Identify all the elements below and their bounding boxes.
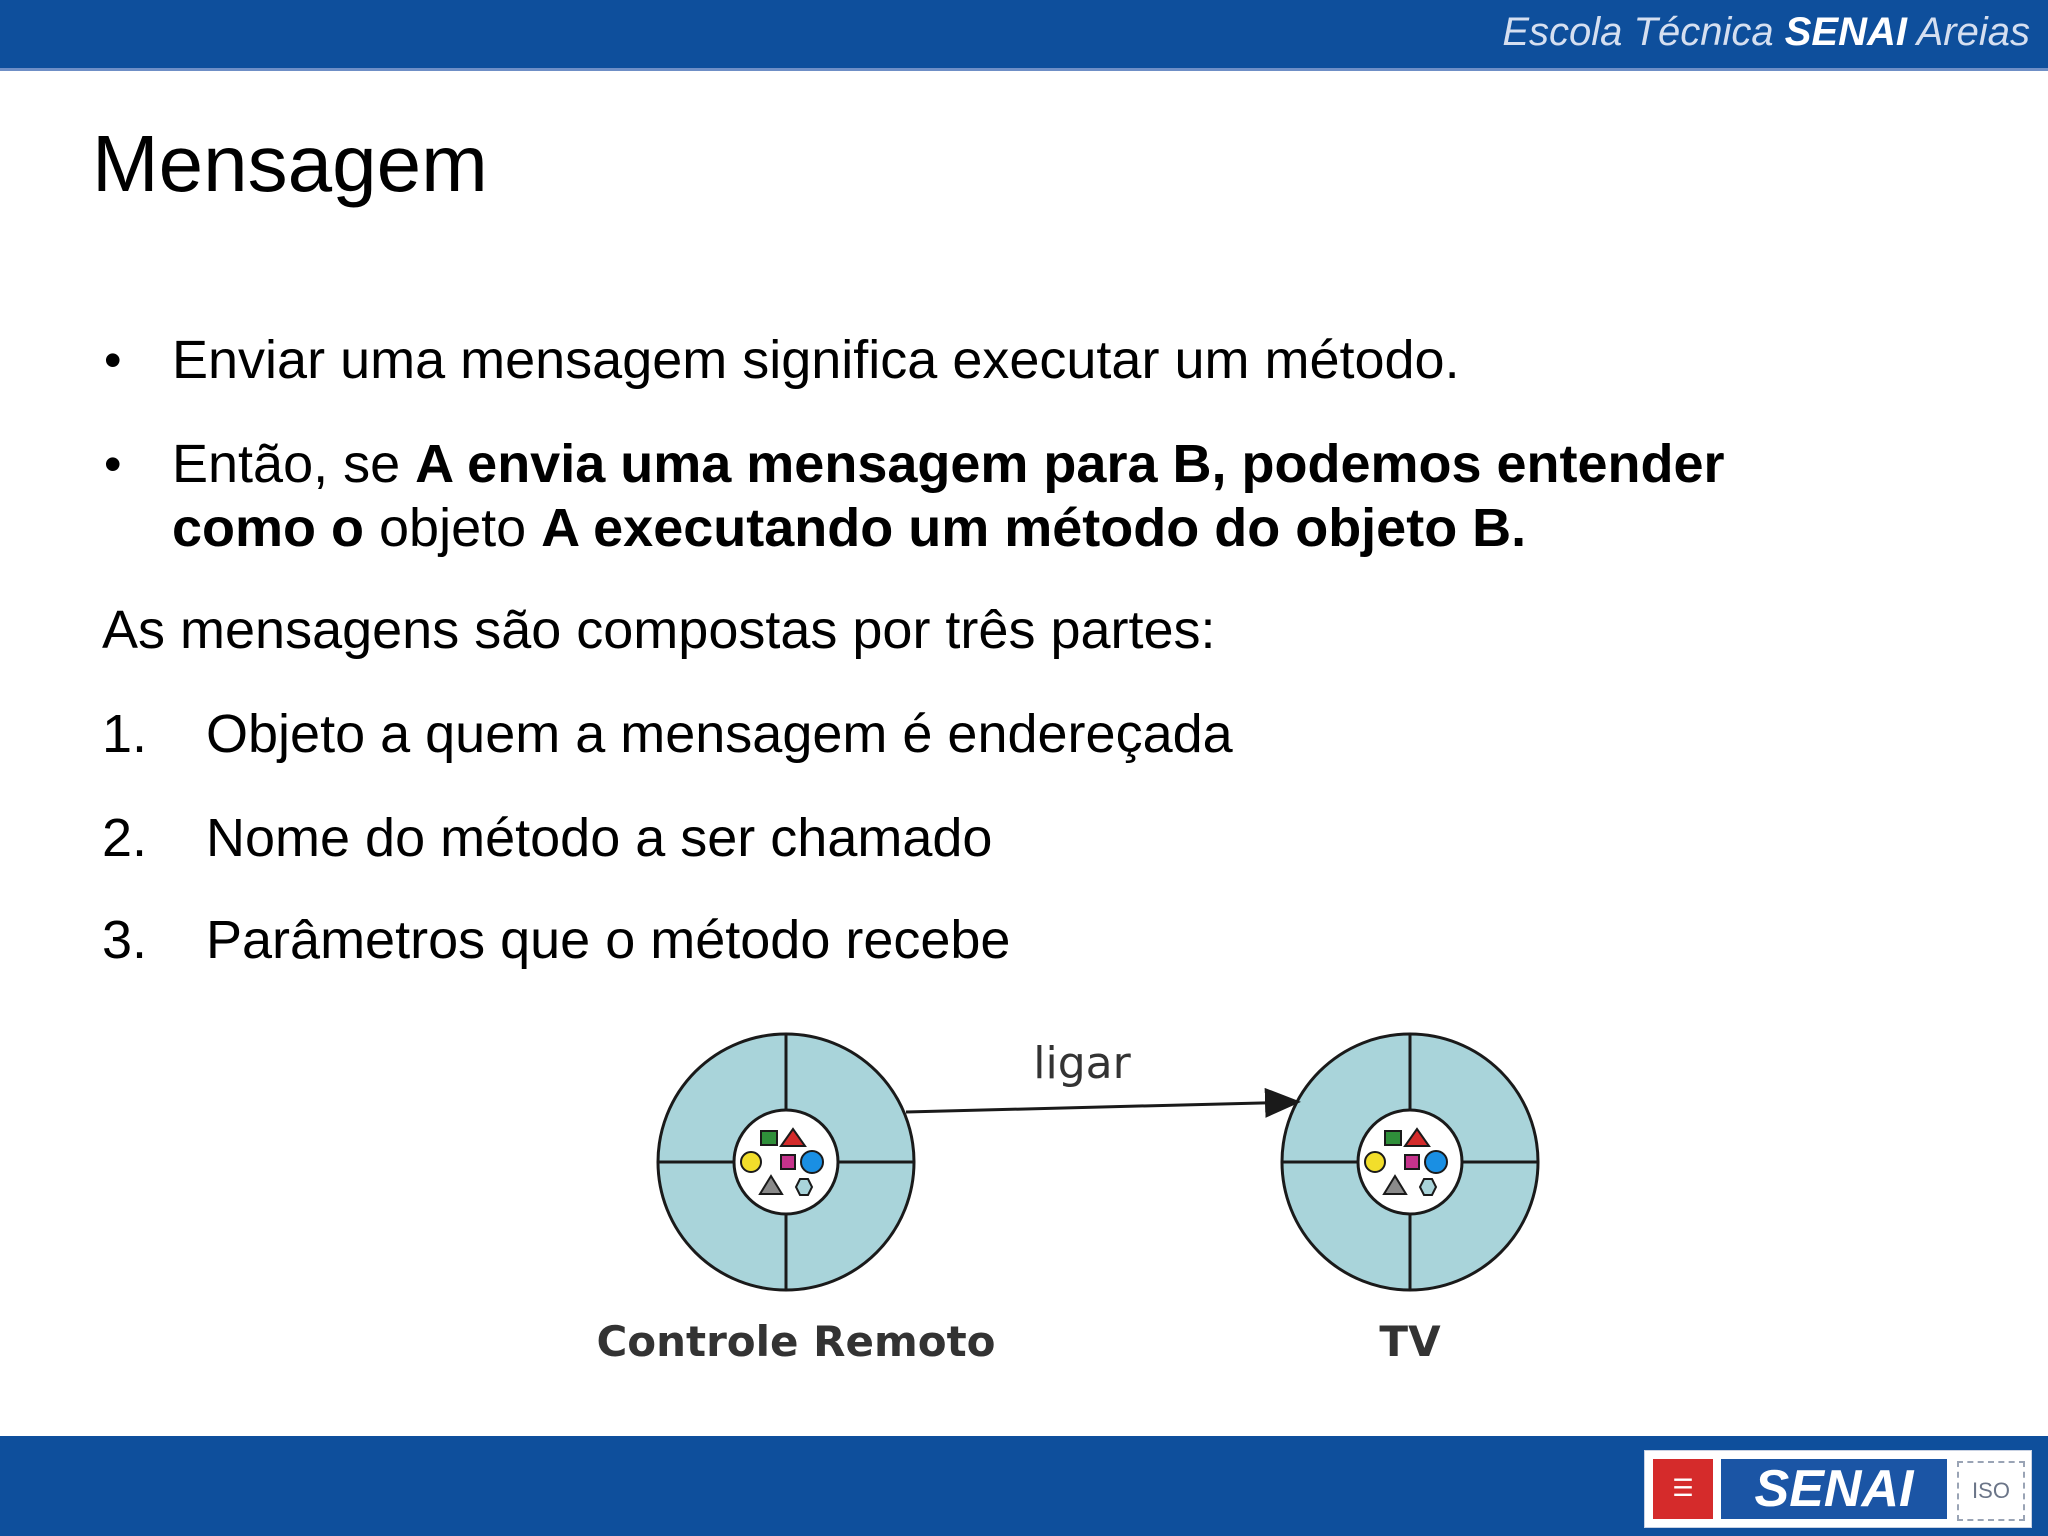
message-label: ligar	[1033, 1038, 1131, 1089]
logo-wordmark: SENAI	[1721, 1459, 1947, 1519]
logo-emblem-icon: ☰	[1653, 1459, 1713, 1519]
receiver-blue-circle	[1425, 1151, 1447, 1173]
iso-badge: ISO	[1957, 1461, 2025, 1521]
sender-hexagon	[796, 1179, 812, 1195]
receiver-label: TV	[1379, 1317, 1441, 1366]
list-item-3-number: 3.	[102, 910, 148, 970]
bullet-2-part-3: como o	[172, 498, 365, 558]
receiver-object	[1282, 1034, 1538, 1290]
sender-yellow-circle	[741, 1152, 761, 1172]
list-item-3-text: Parâmetros que o método recebe	[206, 910, 1011, 970]
senai-logo	[1644, 1450, 2032, 1528]
bullet-2-marker: •	[104, 436, 122, 492]
list-item-1-number: 1.	[102, 704, 148, 764]
list-item-2-text: Nome do método a ser chamado	[206, 808, 993, 868]
receiver-magenta-square	[1405, 1155, 1419, 1169]
page-title: Mensagem	[92, 119, 488, 208]
brand-prefix: Escola Técnica	[1502, 10, 1774, 54]
bullet-2-part-5: A executando um método do objeto B.	[541, 498, 1527, 558]
intro-text: As mensagens são compostas por três partes:	[102, 600, 1216, 660]
sender-magenta-square	[781, 1155, 795, 1169]
brand-bold: SENAI	[1784, 10, 1907, 54]
receiver-hexagon	[1420, 1179, 1436, 1195]
receiver-yellow-circle	[1365, 1152, 1385, 1172]
bullet-2-part-4: objeto	[364, 498, 542, 558]
bullet-2-part-2: A envia uma mensagem para B, podemos entender	[415, 434, 1725, 494]
brand-suffix: Areias	[1916, 10, 2030, 54]
message-arrow	[906, 1102, 1298, 1112]
receiver-green-square	[1385, 1131, 1401, 1145]
bullet-1-text: Enviar uma mensagem significa executar um método.	[172, 330, 1460, 390]
bullet-1-marker: •	[104, 332, 122, 388]
sender-label: Controle Remoto	[596, 1317, 996, 1366]
list-item-2-number: 2.	[102, 808, 148, 868]
bullet-2-part-1: Então, se	[172, 434, 416, 494]
sender-blue-circle	[801, 1151, 823, 1173]
sender-object	[658, 1034, 914, 1290]
sender-green-square	[761, 1131, 777, 1145]
list-item-1-text: Objeto a quem a mensagem é endereçada	[206, 704, 1233, 764]
